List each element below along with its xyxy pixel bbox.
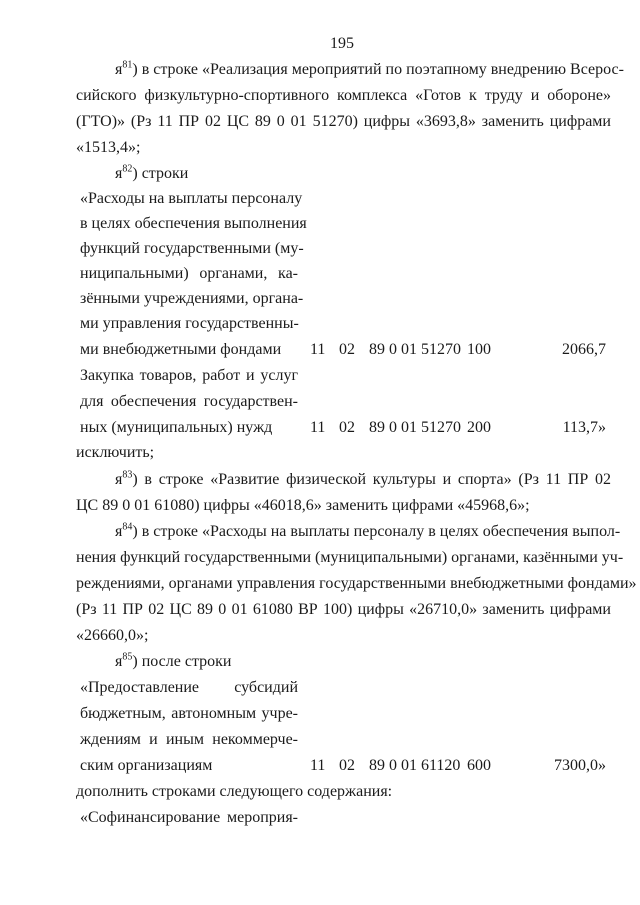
row2-desc-line: для обеспечения государствен- [80,393,298,410]
row1-desc-line: «Расходы на выплаты персоналу [80,190,303,207]
row3-vr: 600 [467,757,491,774]
row1-amount: 2066,7 [562,341,606,358]
item-y84-line-3: реждениями, органами управления государственными внебюджетными фондами» [76,575,637,592]
item-y84-line-5: «26660,0»; [76,627,149,644]
item-y81-line-2: сийского физкультурно-спортивного комплекса «Готов к труду и обороне» [76,87,611,104]
item-y85-intro: $я^{85}$) после строки [115,651,232,670]
row1-rz: 11 [310,341,326,358]
row3-cs: 89 0 01 61120 [369,757,461,774]
row3-desc-line: бюджетным, автономным учре- [80,705,298,722]
item-y84-line-4: (Рз 11 ПР 02 ЦС 89 0 01 61080 ВР 100) цифры «26710,0» заменить цифрами [76,601,611,618]
row2-desc-line: ных (муниципальных) нужд [80,419,273,436]
row2-desc-line: Закупка товаров, работ и услуг [80,367,298,384]
row2-vr: 200 [467,419,491,436]
row3-amount: 7300,0» [554,757,606,774]
row3-pr: 02 [339,757,355,774]
row1-desc-line: ми внебюджетными фондами [80,341,282,358]
row1-desc-line: ниципальными) органами, ка- [80,265,298,282]
row2-pr: 02 [339,419,355,436]
item-y84-line-1: $я^{84}$) в строке «Расходы на выплаты персоналу в целях обеспечения выпол- [115,521,621,540]
row3-desc-line: ским организациям [80,757,213,774]
row1-vr: 100 [467,341,491,358]
row3-desc-line: ждениям и иным некоммерче- [80,731,298,748]
row1-cs: 89 0 01 51270 [369,341,461,358]
row1-desc-line: зёнными учреждениями, органа- [80,290,304,307]
row2-amount: 113,7» [562,419,606,436]
row1-desc-line: ми управления государственны- [80,315,299,332]
row3-desc-line: «Предоставление субсидий [80,679,298,696]
row2-cs: 89 0 01 51270 [369,419,461,436]
page-number: 195 [330,35,354,52]
row2-rz: 11 [310,419,326,436]
row1-pr: 02 [339,341,355,358]
item-y82-intro: $я^{82}$) строки [115,163,189,182]
item-y83-line-2: ЦС 89 0 01 61080) цифры «46018,6» заменить цифрами «45968,6»; [76,497,530,514]
item-y81-line-4: «1513,4»; [76,139,141,156]
row1-desc-line: функций государственными (му- [80,240,304,257]
item-y81-line-1: $я^{81}$) в строке «Реализация мероприятий по поэтапному внедрению Всерос- [115,59,624,78]
item-y82-outro: исключить; [76,444,155,461]
item-y83-line-1: $я^{83}$) в строке «Развитие физической культуры и спорта» (Рз 11 ПР 02 [115,469,611,488]
row3-rz: 11 [310,757,326,774]
item-y85-outro: дополнить строками следующего содержания: [76,783,393,800]
next-row-desc-line: «Софинансирование мероприя- [80,809,298,826]
item-y84-line-2: нения функций государственными (муниципальными) органами, казёнными уч- [76,549,624,566]
row1-desc-line: в целях обеспечения выполнения [80,215,307,232]
item-y81-line-3: (ГТО)» (Рз 11 ПР 02 ЦС 89 0 01 51270) цифры «3693,8» заменить цифрами [76,113,611,130]
